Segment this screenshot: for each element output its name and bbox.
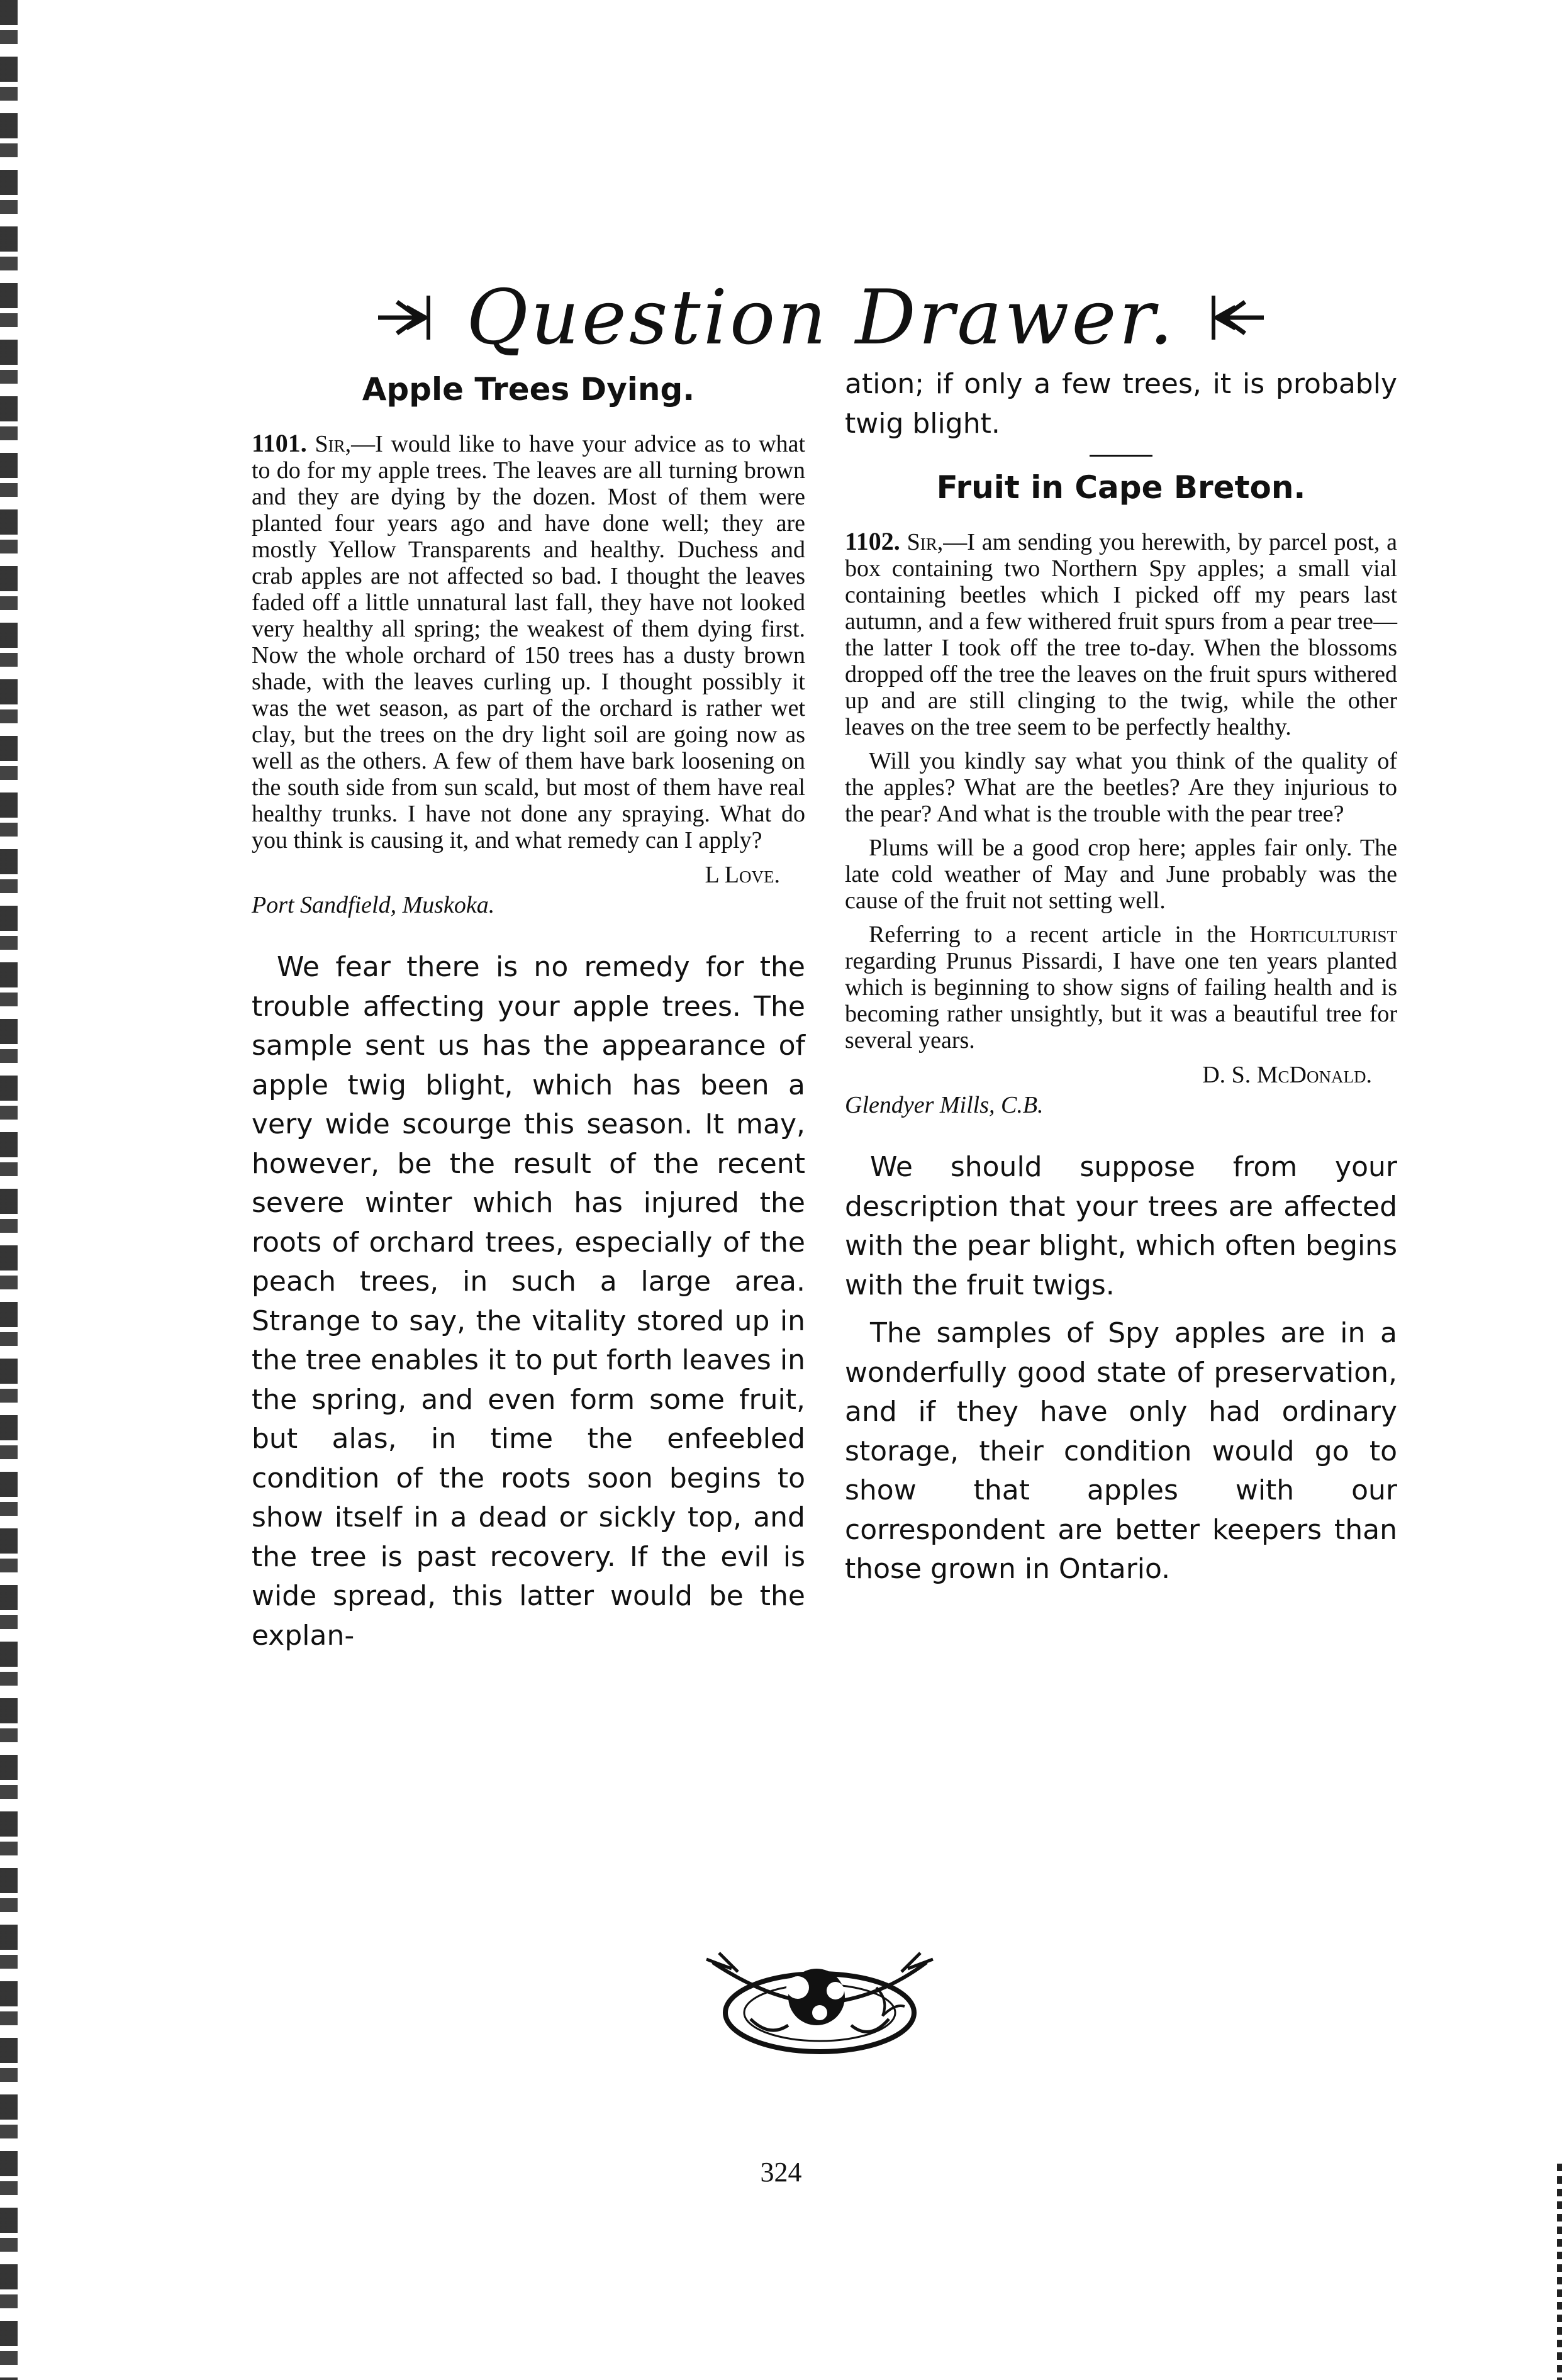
floral-vignette-icon bbox=[694, 1943, 946, 2063]
place-port-sandfield: Port Sandfield, Muskoka. bbox=[252, 892, 495, 918]
query-1102 bbox=[845, 528, 1397, 1054]
place-glendyer-mills: Glendyer Mills, C.B. bbox=[845, 1092, 1044, 1118]
section-divider bbox=[1090, 455, 1152, 457]
query-number: 1101. bbox=[252, 429, 307, 457]
query-1101-text bbox=[252, 430, 805, 854]
query-1102-para3: Plums will be a good crop here; apples fair only. The late cold weather of May and June probably was the cause of the fruit not setting well. bbox=[845, 835, 1397, 914]
para4-prefix: Referring to a recent article in the bbox=[869, 921, 1250, 948]
query-1102-para2: Will you kindly say what you think of the quality of the apples? What are the beetles? Are they injurious to the pear? And what is the trouble with the pear tree? bbox=[845, 748, 1397, 827]
page-header bbox=[252, 264, 1390, 371]
scan-edge-left bbox=[0, 0, 18, 2380]
page-number: 324 bbox=[760, 2157, 802, 2188]
section-title-apple-trees: Apple Trees Dying. bbox=[362, 371, 695, 408]
right-column bbox=[845, 365, 1397, 1598]
journal-name: Horticulturist bbox=[1249, 921, 1397, 948]
salutation: Sir, bbox=[907, 529, 944, 555]
salutation: Sir, bbox=[315, 431, 352, 457]
scan-edge-right bbox=[1557, 2164, 1562, 2380]
signature-mcdonald: D. S. McDonald. bbox=[1202, 1062, 1372, 1088]
signature-love: L Love. bbox=[705, 862, 780, 888]
answer-1101 bbox=[252, 948, 805, 1655]
query-1102-para1 bbox=[845, 528, 1397, 740]
query-number: 1102. bbox=[845, 527, 900, 555]
answer-text: We fear there is no remedy for the trouble affecting your apple trees. The sample sent us has the appearance of apple twig blight, which has been a very wide scourge this season. It may, however, be the result of the recent severe winter which has injured the roots of orchard trees, especially of the peach trees, in such a large area. Strange to say, the vitality stored up in the tree enables it to put forth leaves in the spring, and even form some fruit, but alas, in time the enfeebled condition of the roots soon begins to show itself in a dead or sickly top, and the tree is past recovery. If the evil is wide spread, this latter would be the explan- bbox=[252, 951, 805, 1652]
answer-1102-para2: The samples of Spy apples are in a wonderfully good state of preservation, and if they have only had ordinary storage, their condition would go to show that apples with our correspondent are better keepers than those grown in Ontario. bbox=[845, 1317, 1397, 1585]
answer-continued-text: ation; if only a few trees, it is probably twig blight. bbox=[845, 368, 1397, 440]
para4-suffix: regarding Prunus Pissardi, I have one ten years planted which is beginning to show signs of failing health and is becoming rather unsightly, but it was a beautiful tree for several years. bbox=[845, 948, 1397, 1054]
answer-1102-para1: We should suppose from your description that your trees are affected with the pear blight, which often begins with the fruit twigs. bbox=[845, 1151, 1397, 1301]
query-body: —I would like to have your advice as to what to do for my apple trees. The leaves are all turning brown and they are dying by the dozen. Most of them were planted four years ago and have done well; they are mostly Yellow Transparents and healthy. Duchess and crab apples are not affected so bad. I thought the leaves faded off a little unnatural last fall, they have not looked very healthy all spring; the weakest of them dying first. Now the whole orchard of 150 trees has a dusty brown shade, with the leaves curling up. I thought possibly it was the wet season, as part of the orchard is rather wet clay, but the trees on the dry light soil are going now as well as the others. A few of them have bark loosening on the south side from sun scald, but most of them have real healthy trunks. I have not done any spraying. What do you think is causing it, and what remedy can I apply? bbox=[252, 431, 806, 854]
left-flourish-icon bbox=[372, 289, 441, 346]
answer-1101-continued bbox=[845, 365, 1397, 443]
right-flourish-icon bbox=[1201, 289, 1270, 346]
section-title-cape-breton: Fruit in Cape Breton. bbox=[936, 469, 1306, 506]
answer-1102 bbox=[845, 1148, 1397, 1589]
query-1101 bbox=[252, 430, 805, 854]
left-column bbox=[252, 365, 805, 1664]
page-title: Question Drawer. bbox=[466, 274, 1176, 362]
query-1102-para4 bbox=[845, 921, 1397, 1054]
query-para1-text: —I am sending you herewith, by parcel post, a box containing two Northern Spy apples; a small vial containing beetles which I picked off my pears last autumn, and a few withered fruit spurs from a pear tree—the latter I took off the tree to-day. When the blossoms dropped off the tree the leaves on the fruit spurs withered up and are still clinging to the twig, while the other leaves on the tree seem to be perfectly healthy. bbox=[845, 529, 1397, 740]
